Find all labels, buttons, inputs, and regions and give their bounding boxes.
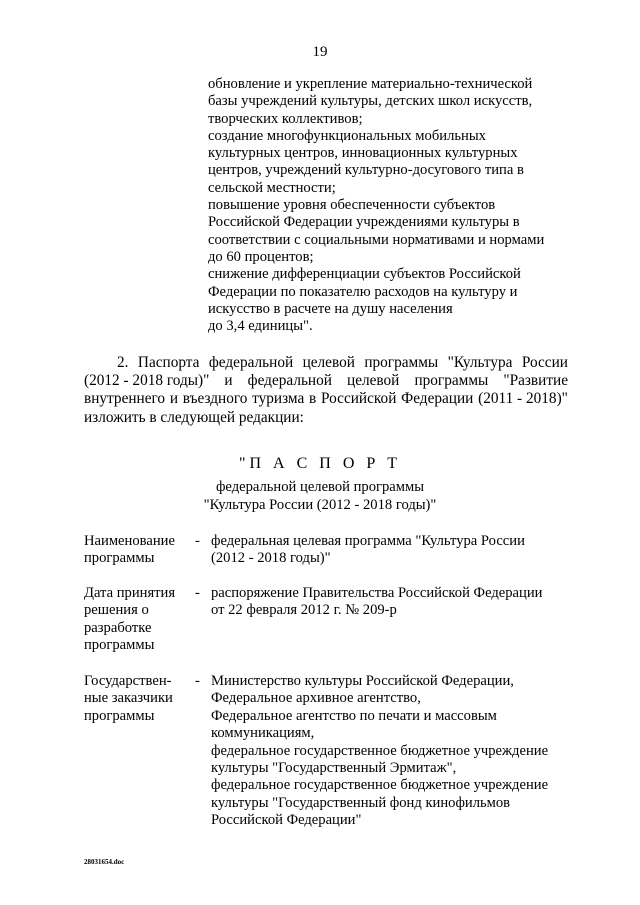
label-line: решения о bbox=[84, 602, 149, 619]
row-value bbox=[211, 533, 581, 568]
value-line: федеральное государственное бюджетное учреждение bbox=[211, 777, 549, 794]
word: (2012 - 2018 годы)" bbox=[84, 372, 210, 390]
value-line: (2012 - 2018 годы)" bbox=[211, 550, 331, 567]
word: изложить в следующей редакции: bbox=[84, 408, 304, 426]
row-value bbox=[211, 673, 581, 830]
subtitle-line: "Культура России (2012 - 2018 годы)" bbox=[203, 496, 437, 513]
text-line: до 60 процентов; bbox=[208, 248, 314, 265]
word: въездного bbox=[182, 390, 248, 408]
value-line: культуры "Государственный фонд кинофильмов bbox=[211, 794, 511, 811]
paragraph-line bbox=[84, 354, 568, 372]
word: программы bbox=[364, 354, 439, 371]
word: и bbox=[169, 390, 178, 408]
word: и bbox=[224, 372, 233, 390]
value-line: Федеральное агентство по печати и массовым bbox=[211, 707, 497, 724]
word: федеральной bbox=[247, 372, 332, 390]
row-label bbox=[84, 585, 184, 655]
text-line: базы учреждений культуры, детских школ искусств, bbox=[208, 93, 533, 110]
label-line: программы bbox=[84, 637, 155, 654]
label-line: Наименование bbox=[84, 533, 175, 549]
value-line: Министерство культуры Российской Федерации, bbox=[211, 673, 514, 689]
value-line: федеральная целевая программа "Культура России bbox=[211, 533, 525, 549]
text-line: творческих коллективов; bbox=[208, 110, 363, 127]
value-line: Федеральное архивное агентство, bbox=[211, 690, 421, 707]
value-line: культуры "Государственный Эрмитаж", bbox=[211, 760, 457, 777]
row-label bbox=[84, 533, 184, 568]
word: туризма bbox=[252, 390, 305, 408]
text-line: сельской местности; bbox=[208, 179, 336, 196]
word: "Развитие bbox=[503, 372, 568, 390]
text-line: до 3,4 единицы". bbox=[208, 318, 313, 335]
word: федеральной bbox=[208, 354, 294, 371]
document-code: 28031654.doc bbox=[84, 858, 125, 866]
value-line: федеральное государственное бюджетное учреждение bbox=[211, 742, 549, 759]
row-dash: - bbox=[195, 585, 200, 601]
word: программы bbox=[414, 372, 489, 390]
text-line: центров, учреждений культурно-досугового типа в bbox=[208, 162, 524, 179]
text-line: культурных центров, инновационных культурных bbox=[208, 145, 518, 162]
word: Российской bbox=[321, 390, 397, 408]
amendment-paragraph bbox=[84, 354, 568, 427]
continued-list bbox=[208, 76, 568, 335]
label-line: программы bbox=[84, 550, 155, 567]
label-line: программы bbox=[84, 707, 155, 724]
passport-subtitle bbox=[0, 479, 640, 514]
row-dash: - bbox=[195, 533, 200, 549]
text-line: повышение уровня обеспеченности субъектов bbox=[208, 197, 496, 214]
paragraph-line bbox=[84, 390, 568, 408]
value-line: распоряжение Правительства Российской Федерации bbox=[211, 585, 543, 601]
label-line: разработке bbox=[84, 619, 152, 636]
text-line: Российской Федерации учреждениями культуры в bbox=[208, 214, 520, 231]
value-line: Российской Федерации" bbox=[211, 812, 362, 829]
label-line: Дата принятия bbox=[84, 585, 176, 601]
label-line: ные заказчики bbox=[84, 690, 173, 707]
text-line: Федерации по показателю расходов на культуру и bbox=[208, 283, 518, 300]
word: Паспорта bbox=[137, 354, 200, 371]
text-line: создание многофункциональных мобильных bbox=[208, 127, 486, 144]
word: "Культура bbox=[447, 354, 513, 371]
passport-title: "П А С П О Р Т bbox=[238, 455, 402, 472]
word: целевой bbox=[347, 372, 400, 390]
word: в bbox=[309, 390, 317, 408]
word: внутреннего bbox=[84, 390, 166, 408]
row-dash: - bbox=[195, 673, 200, 689]
row-value bbox=[211, 585, 581, 620]
subtitle-line: федеральной целевой программы bbox=[215, 479, 425, 495]
word: (2011 - 2018)" bbox=[478, 390, 568, 408]
row-label bbox=[84, 673, 184, 725]
paragraph-line bbox=[84, 409, 568, 427]
page-number: 19 bbox=[312, 44, 328, 60]
label-line: Государствен- bbox=[84, 673, 172, 689]
word: Федерации bbox=[401, 390, 474, 408]
text-line: обновление и укрепление материально-технической bbox=[208, 76, 533, 92]
value-line: коммуникациям, bbox=[211, 725, 315, 742]
word: России bbox=[521, 354, 568, 371]
text-line: снижение дифференциации субъектов Российской bbox=[208, 266, 521, 283]
text-line: искусство в расчете на душу населения bbox=[208, 300, 453, 317]
text-line: соответствии с социальными нормативами и нормами bbox=[208, 231, 545, 248]
paragraph-line bbox=[84, 372, 568, 390]
word: целевой bbox=[302, 354, 355, 371]
word: 2. bbox=[117, 354, 129, 371]
value-line: от 22 февраля 2012 г. № 209-р bbox=[211, 602, 397, 619]
